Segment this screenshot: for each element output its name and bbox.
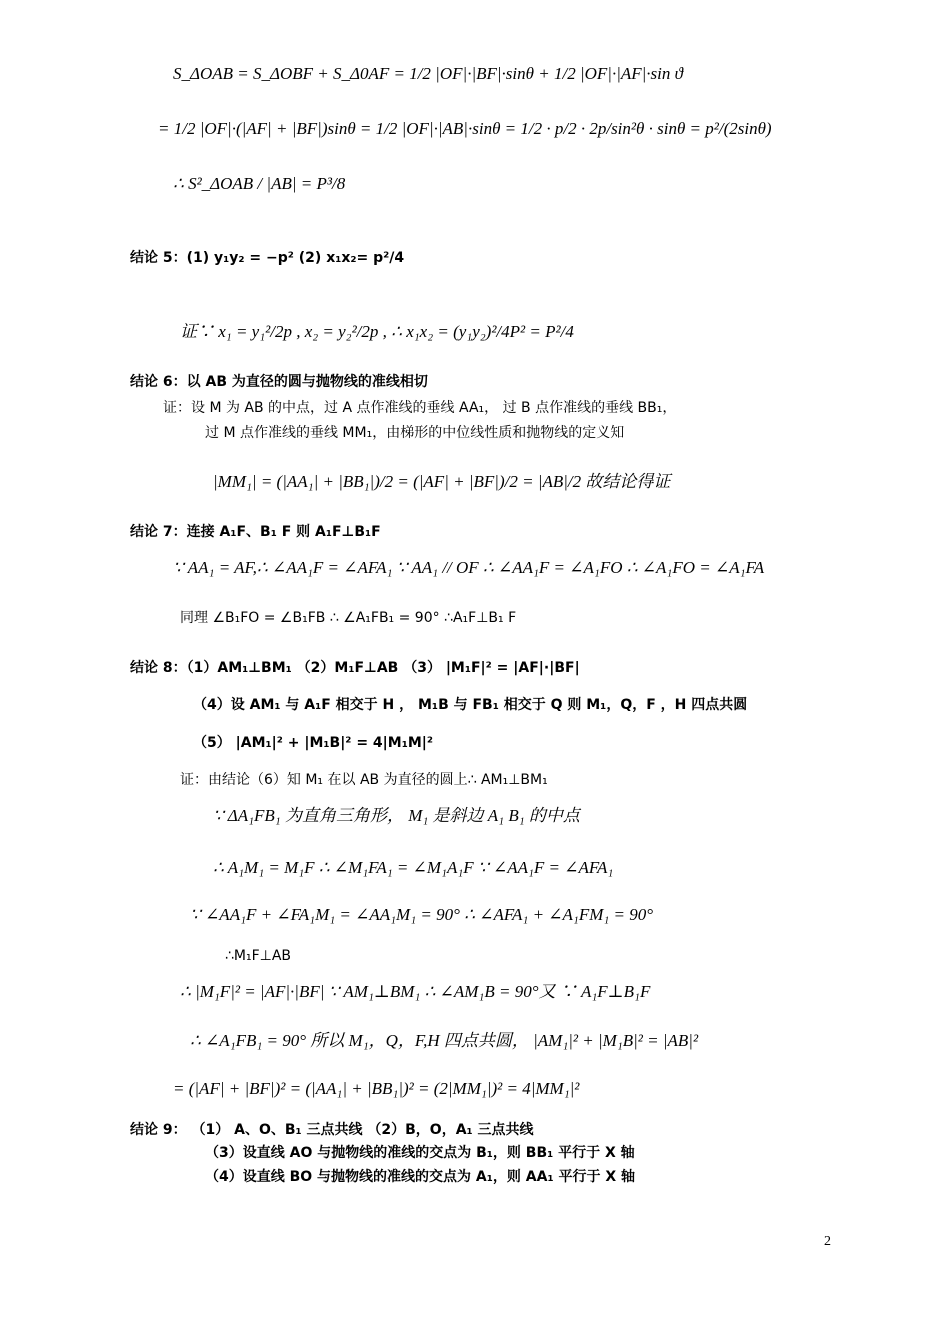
conclusion-7-equation-1: ∵ AA₁ = AF,∴ ∠AA₁F = ∠AFA₁ ∵ AA₁ // OF ∴ ∠AA₁F = ∠A₁FO ∴ ∠A₁FO = ∠A₁FA [173, 558, 765, 577]
conclusion-8-proof-line-1: 证：由结论（6）知 M₁ 在以 AB 为直径的圆上∴ AM₁⊥BM₁ [180, 772, 548, 788]
equation-area-simplify: = 1/2 |OF|·(|AF| + |BF|)sinθ = 1/2 |OF|·|AB|·sinθ = 1/2 · p/2 · 2p/sin²θ · sinθ = p²/(2sinθ) [158, 119, 772, 138]
conclusion-5-proof: 证∵ x₁ = y₁²/2p , x₂ = y₂²/2p , ∴ x₁x₂ = (y₁y₂)²/4P² = P²/4 [180, 322, 574, 341]
conclusion-8-proof-line-2: ∵ ΔA₁FB₁ 为直角三角形， M₁ 是斜边 A₁ B₁ 的中点 [213, 806, 580, 825]
equation-area-split: S_ΔOAB = S_ΔOBF + S_Δ0AF = 1/2 |OF|·|BF|·sinθ + 1/2 |OF|·|AF|·sin ϑ [173, 64, 683, 83]
conclusion-7-equation-2: 同理 ∠B₁FO = ∠B₁FB ∴ ∠A₁FB₁ = 90° ∴A₁F⊥B₁ F [180, 610, 517, 626]
conclusion-6-equation: |MM₁| = (|AA₁| + |BB₁|)/2 = (|AF| + |BF|)/2 = |AB|/2 故结论得证 [213, 472, 671, 491]
conclusion-8-proof-line-8: = (|AF| + |BF|)² = (|AA₁| + |BB₁|)² = (2|MM₁|)² = 4|MM₁|² [173, 1079, 580, 1098]
conclusion-8-item-4: （4）设 AM₁ 与 A₁F 相交于 H ， M₁B 与 FB₁ 相交于 Q 则 M₁，Q，F ，H 四点共圆 [193, 697, 748, 713]
conclusion-9-item-4: （4）设直线 BO 与抛物线的准线的交点为 A₁，则 AA₁ 平行于 X 轴 [205, 1169, 635, 1185]
equation-area-ratio: ∴ S²_ΔOAB / |AB| = P³/8 [173, 174, 346, 193]
conclusion-6-proof-line-1: 证：设 M 为 AB 的中点，过 A 点作准线的垂线 AA₁， 过 B 点作准线的垂线 BB₁， [163, 400, 677, 416]
conclusion-7-heading: 结论 7：连接 A₁F、B₁ F 则 A₁F⊥B₁F [130, 524, 381, 540]
conclusion-8-proof-line-7: ∴ ∠A₁FB₁ = 90° 所以 M₁，Q，F,H 四点共圆， |AM₁|² + |M₁B|² = |AB|² [190, 1031, 699, 1050]
conclusion-8-proof-line-3: ∴ A₁M₁ = M₁F ∴ ∠M₁FA₁ = ∠M₁A₁F ∵ ∠AA₁F = ∠AFA₁ [213, 858, 614, 877]
conclusion-8-proof-line-5: ∴M₁F⊥AB [225, 948, 292, 964]
page-number: 2 [824, 1234, 831, 1249]
conclusion-8-item-5: （5） |AM₁|² + |M₁B|² = 4|M₁M|² [193, 735, 434, 751]
conclusion-9-heading: 结论 9： （1） A、O、B₁ 三点共线 （2）B，O，A₁ 三点共线 [130, 1122, 534, 1138]
conclusion-6-proof-line-2: 过 M 点作准线的垂线 MM₁，由梯形的中位线性质和抛物线的定义知 [205, 425, 625, 441]
conclusion-8-heading: 结论 8：（1）AM₁⊥BM₁ （2）M₁F⊥AB （3） |M₁F|² = |AF|·|BF| [130, 660, 580, 676]
conclusion-8-proof-line-6: ∴ |M₁F|² = |AF|·|BF| ∵ AM₁⊥BM₁ ∴ ∠AM₁B = 90°又 ∵ A₁F⊥B₁F [180, 982, 651, 1001]
conclusion-9-item-3: （3）设直线 AO 与抛物线的准线的交点为 B₁，则 BB₁ 平行于 X 轴 [205, 1145, 635, 1161]
conclusion-5-heading: 结论 5：(1) y₁y₂ = −p² (2) x₁x₂= p²/4 [130, 250, 405, 266]
conclusion-6-heading: 结论 6：以 AB 为直径的圆与抛物线的准线相切 [130, 374, 428, 390]
conclusion-8-proof-line-4: ∵ ∠AA₁F + ∠FA₁M₁ = ∠AA₁M₁ = 90° ∴ ∠AFA₁ + ∠A₁FM₁ = 90° [190, 905, 654, 924]
